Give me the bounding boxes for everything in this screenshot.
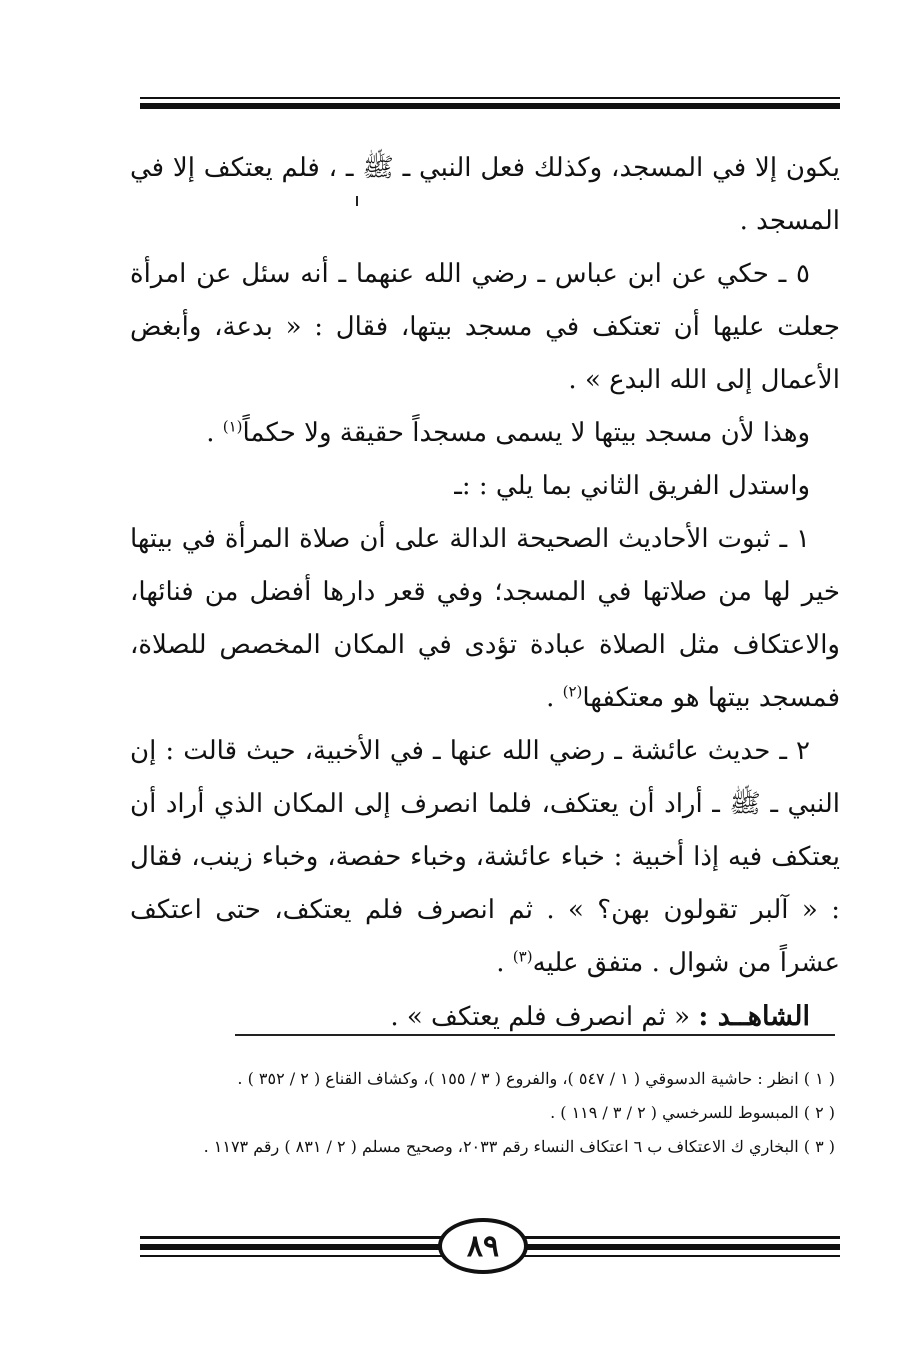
footnote-2: ( ٢ ) المبسوط للسرخسي ( ٢ / ٣ / ١١٩ ) . — [550, 1103, 835, 1122]
footnotes — [130, 1062, 835, 1164]
paragraph-5 — [130, 513, 840, 725]
header-rule-thick — [140, 103, 840, 109]
footer-rule-left-bottom — [140, 1255, 445, 1257]
footer-rule-left-thick — [140, 1244, 445, 1250]
paragraph-5-text: ١ ـ ثبوت الأحاديث الصحيحة الدالة على أن صلاة المرأة في بيتها خير لها من صلاتها في المسجد؛ وفي قعر دارها أفضل من فنائها، والاعتكاف مثل الصلاة عبادة تؤدى في المكان المخصص للصلاة، فمسجد بيتها هو معتكفها — [130, 524, 840, 713]
footnote-separator — [235, 1034, 835, 1036]
witness-text: « ثم انصرف فلم يعتكف » . — [390, 1002, 699, 1032]
footnote-ref-3[interactable]: (٣) — [512, 947, 533, 966]
main-text — [130, 142, 840, 1044]
footnote-1: ( ١ ) انظر : حاشية الدسوقي ( ١ / ٥٤٧ )، والفروع ( ٣ / ١٥٥ )، وكشاف القناع ( ٢ / ٣٥٢ ) . — [237, 1069, 835, 1088]
paragraph-2: ٥ ـ حكي عن ابن عباس ـ رضي الله عنهما ـ أنه سئل عن امرأة جعلت عليها أن تعتكف في مسجد بيتها، فقال : « بدعة، وأبغض الأعمال إلى الله البدع » . — [130, 259, 840, 395]
page-number — [438, 1218, 528, 1274]
footer-rule-right-top — [522, 1236, 840, 1239]
footer-rule-right-bottom — [522, 1255, 840, 1257]
paragraph-1: يكون إلا في المسجد، وكذلك فعل النبي ـ ﷺ ـ ، فلم يعتكف إلا في المسجد . — [130, 153, 840, 236]
paragraph-6-end: . — [496, 948, 513, 978]
page-number-text: ٨٩ — [466, 1228, 500, 1264]
paragraph-3-end: . — [206, 418, 223, 448]
footnote-ref-2[interactable]: (٢) — [562, 682, 583, 701]
footer-rule-left-top — [140, 1236, 445, 1239]
witness-label: الشاهــد : — [698, 1001, 810, 1032]
paragraph-6 — [130, 725, 840, 990]
paragraph-3-text: وهذا لأن مسجد بيتها لا يسمى مسجداً حقيقة ولا حكماً — [242, 418, 810, 448]
footer-rule-right-thick — [522, 1244, 840, 1250]
footnote-3: ( ٣ ) البخاري ك الاعتكاف ب ٦ اعتكاف النساء رقم ٢٠٣٣، وصحيح مسلم ( ٢ / ٨٣١ ) رقم ١١٧٣ . — [203, 1137, 835, 1156]
header-rule-thin — [140, 97, 840, 99]
paragraph-4: واستدل الفريق الثاني بما يلي : :ـ — [454, 471, 810, 501]
paragraph-6-text: ٢ ـ حديث عائشة ـ رضي الله عنها ـ في الأخبية، حيث قالت : إن النبي ـ ﷺ ـ أراد أن يعتكف، فلما انصرف إلى المكان الذي أراد أن يعتكف فيه إذا أخبية : خباء عائشة، وخباء حفصة، وخباء زينب، فقال : « آلبر تقولون بهن؟ » . ثم انصرف فلم يعتكف، حتى اعتكف عشراً من شوال . متفق عليه — [130, 736, 840, 978]
footnote-ref-1[interactable]: (١) — [222, 417, 243, 436]
paragraph-3 — [130, 407, 840, 460]
paragraph-5-end: . — [546, 683, 563, 713]
